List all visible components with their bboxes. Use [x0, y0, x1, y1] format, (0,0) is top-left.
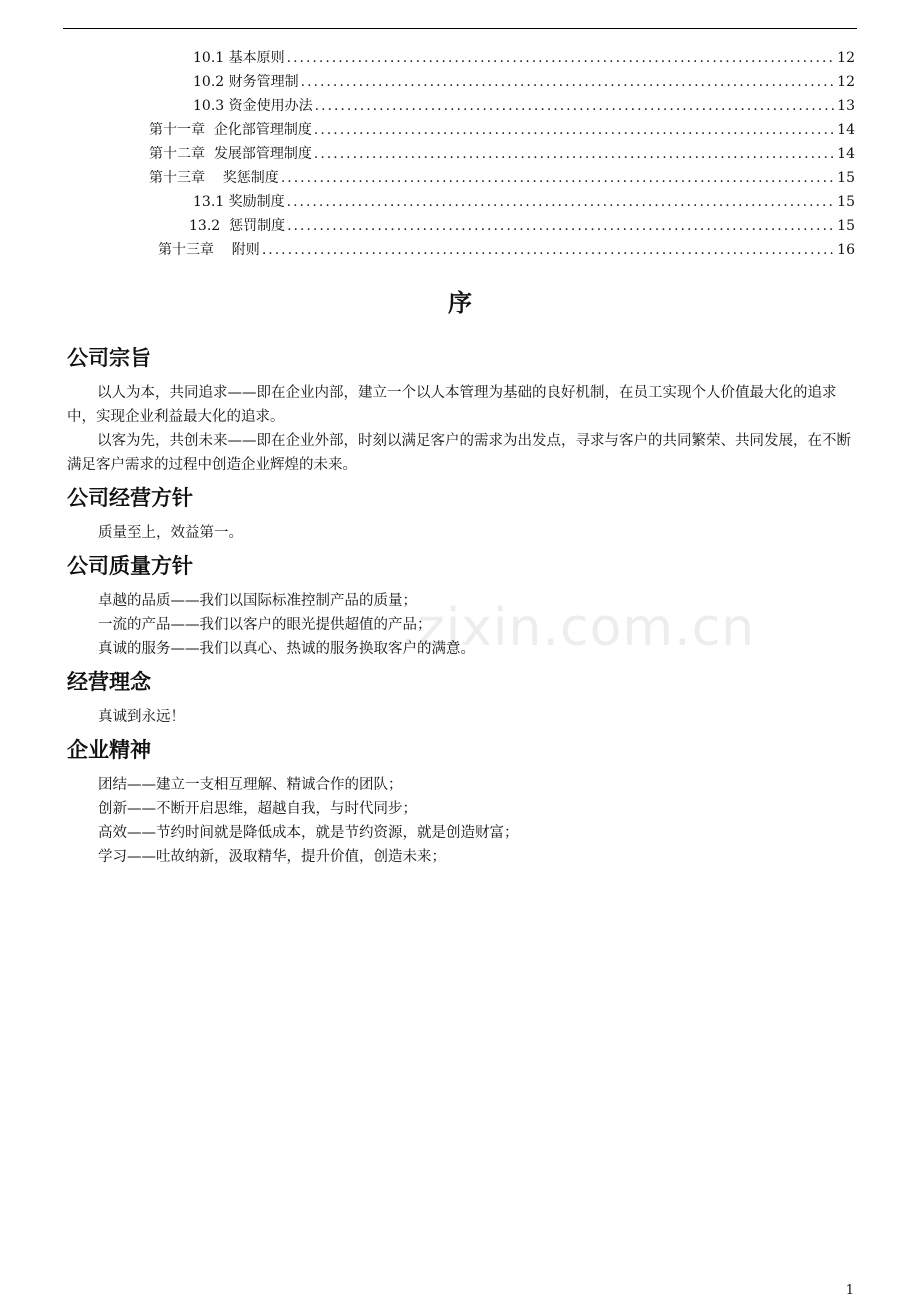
paragraph: 真诚到永远！: [98, 709, 185, 725]
section-heading: 企业精神: [67, 738, 151, 762]
list-line: 高效——节约时间就是降低成本，就是节约资源，就是创造财富；: [98, 825, 519, 841]
toc-entry-title: 13.1 奖励制度: [193, 194, 285, 210]
section-purpose: [67, 343, 862, 477]
toc-entry-page: 15: [837, 170, 855, 186]
toc-leader-dots: [314, 143, 835, 165]
toc-leader-dots: [287, 215, 835, 237]
toc-entry-page: 16: [837, 242, 855, 258]
toc-entry-page: 15: [837, 194, 855, 210]
section-business-policy: [67, 483, 862, 545]
toc-entry-page: 13: [837, 98, 855, 114]
toc-entry-page: 15: [837, 218, 855, 234]
toc-entry-title: 10.1 基本原则: [193, 50, 285, 66]
paragraph: 质量至上，效益第一。: [98, 525, 243, 541]
list-line: 学习——吐故纳新，汲取精华，提升价值，创造未来；: [98, 849, 446, 865]
toc-entry[interactable]: [193, 191, 855, 213]
toc-entry[interactable]: [158, 239, 855, 261]
toc-entry[interactable]: [189, 215, 855, 237]
toc-entry[interactable]: [149, 167, 855, 189]
section-philosophy: [67, 667, 862, 729]
toc-entry[interactable]: [193, 71, 855, 93]
toc-leader-dots: [262, 239, 835, 261]
paragraph: 以人为本，共同追求——即在企业内部，建立一个以人本管理为基础的良好机制，在员工实现个人价值最大化的追求中，实现企业利益最大化的追求。: [67, 385, 837, 425]
toc-entry-page: 12: [837, 50, 855, 66]
toc-entry-title: 10.3 资金使用办法: [193, 98, 313, 114]
section-heading: 公司质量方针: [67, 554, 193, 578]
section-spirit: [67, 735, 862, 869]
toc-entry-page: 12: [837, 74, 855, 90]
list-line: 创新——不断开启思维，超越自我，与时代同步；: [98, 801, 417, 817]
toc-entry-title: 13.2 惩罚制度: [189, 218, 286, 234]
preface-title: 序: [448, 289, 472, 317]
toc-entry-page: 14: [837, 146, 855, 162]
paragraph: 以客为先，共创未来——即在企业外部，时刻以满足客户的需求为出发点，寻求与客户的共同繁荣、共同发展，在不断满足客户需求的过程中创造企业辉煌的未来。: [67, 433, 851, 473]
list-line: 真诚的服务——我们以真心、热诚的服务换取客户的满意。: [98, 641, 475, 657]
toc-leader-dots: [315, 95, 836, 117]
toc-leader-dots: [287, 191, 836, 213]
toc-entry-title: 第十三章 奖惩制度: [149, 170, 279, 186]
page-number: 1: [845, 1283, 854, 1298]
watermark: .zixin.com.cn: [400, 598, 756, 658]
toc-entry[interactable]: [149, 119, 855, 141]
toc-entry[interactable]: [193, 47, 855, 69]
toc-entry-title: 10.2 财务管理制: [193, 74, 299, 90]
toc-leader-dots: [314, 119, 835, 141]
list-line: 一流的产品——我们以客户的眼光提供超值的产品；: [98, 617, 432, 633]
section-heading: 公司经营方针: [67, 486, 193, 510]
list-line: 团结——建立一支相互理解、精诚合作的团队；: [98, 777, 403, 793]
section-heading: 公司宗旨: [67, 346, 151, 370]
toc-entry-title: 第十三章 附则: [158, 242, 260, 258]
toc-entry[interactable]: [193, 95, 855, 117]
toc-entry-title: 第十一章 企化部管理制度: [149, 122, 312, 138]
toc-entry[interactable]: [149, 143, 855, 165]
toc-leader-dots: [281, 167, 835, 189]
toc-entry-title: 第十二章 发展部管理制度: [149, 146, 312, 162]
toc-leader-dots: [287, 47, 836, 69]
toc-entry-page: 14: [837, 122, 855, 138]
header-rule: [63, 28, 857, 29]
toc-leader-dots: [301, 71, 836, 93]
section-heading: 经营理念: [67, 670, 151, 694]
list-line: 卓越的品质——我们以国际标准控制产品的质量；: [98, 593, 417, 609]
